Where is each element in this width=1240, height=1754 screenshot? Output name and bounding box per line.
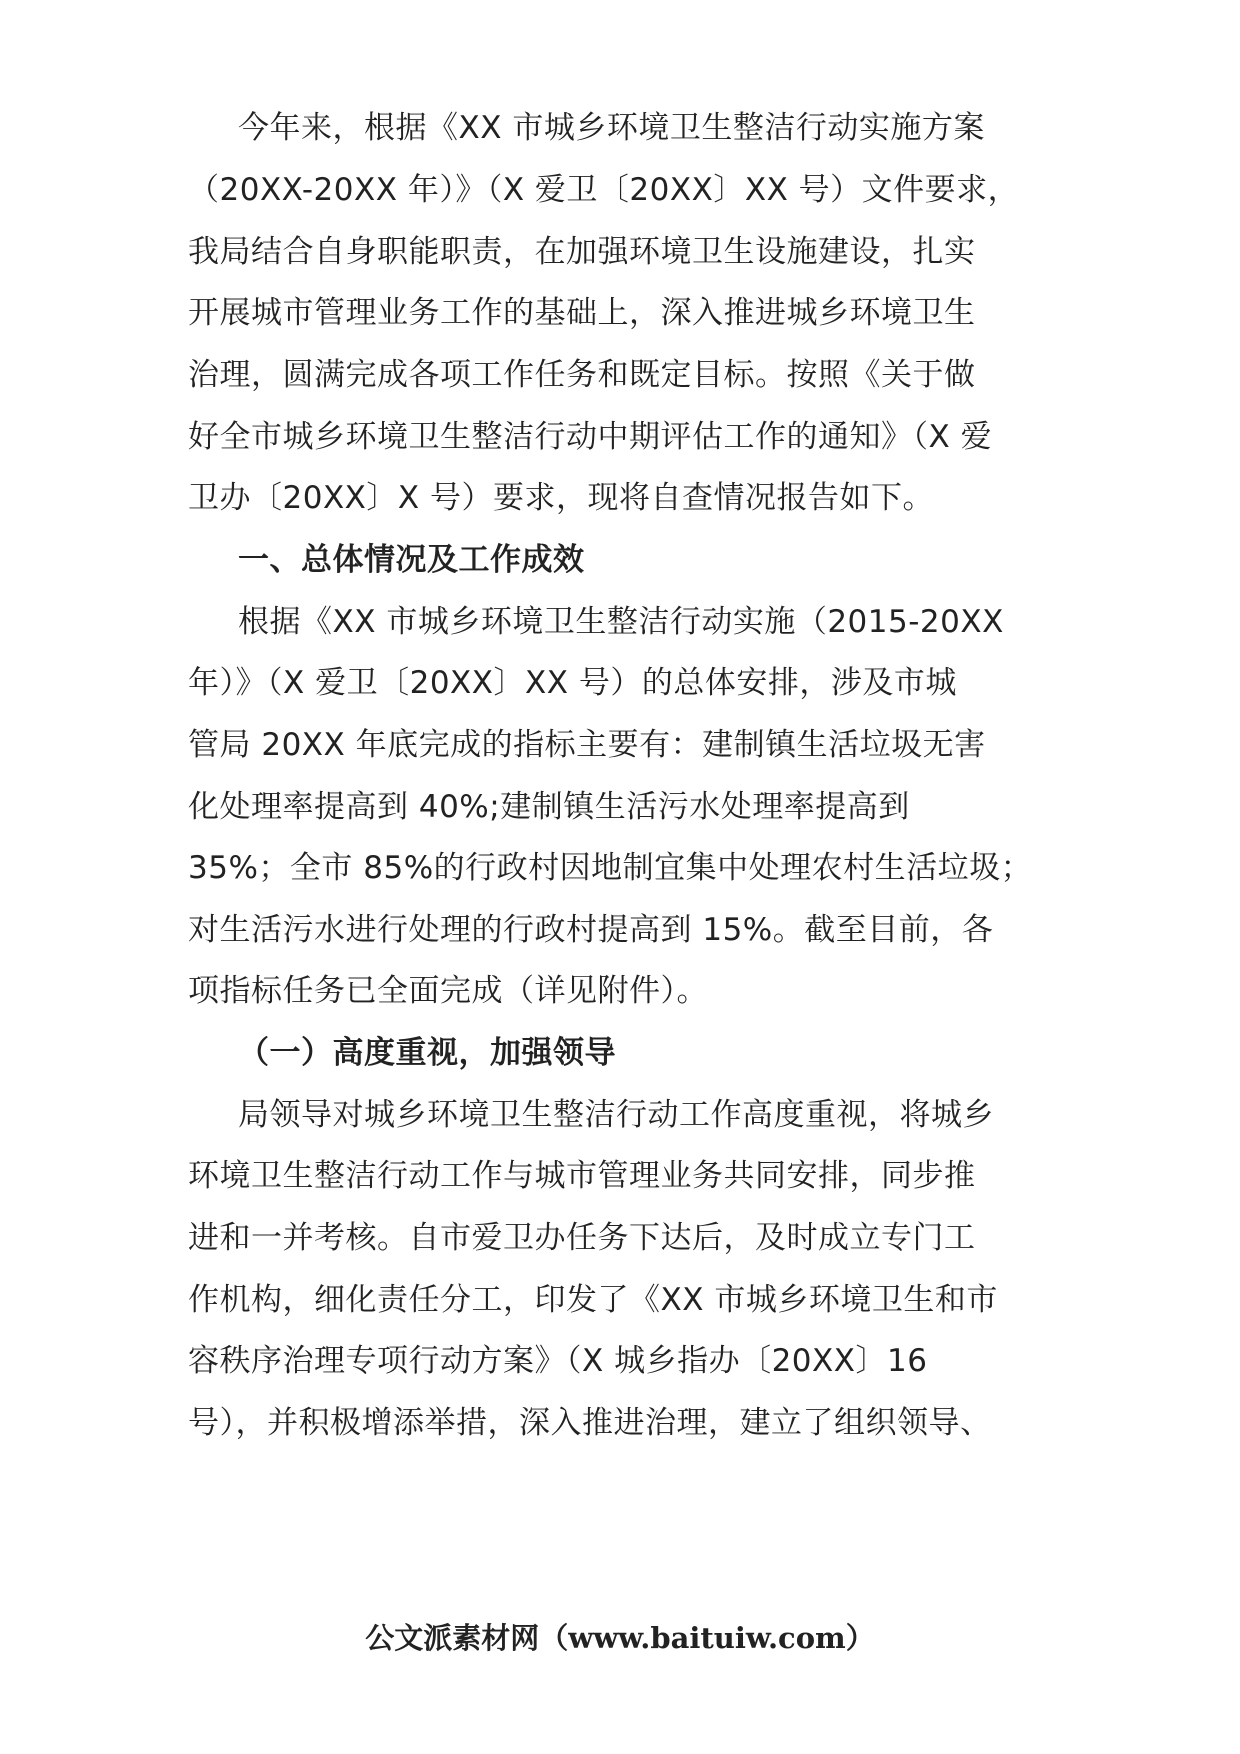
paragraph-2-line-1: 根据《XX 市城乡环境卫生整洁行动实施（2015-20XX [238, 604, 1004, 640]
paragraph-1-line-4: 开展城市管理业务工作的基础上，深入推进城乡环境卫生 [188, 295, 976, 331]
paragraph-1-line-3: 我局结合自身职能职责，在加强环境卫生设施建设，扎实 [188, 234, 976, 270]
paragraph-2-line-3: 管局 20XX 年底完成的指标主要有：建制镇生活垃圾无害 [188, 727, 986, 763]
paragraph-1-line-1: 今年来，根据《XX 市城乡环境卫生整洁行动实施方案 [238, 110, 985, 146]
paragraph-1-line-2: （20XX-20XX 年）》（X 爱卫〔20XX〕XX 号）文件要求， [188, 172, 1020, 208]
paragraph-1-line-5: 治理，圆满完成各项工作任务和既定目标。按照《关于做 [188, 357, 976, 393]
paragraph-1-line-6: 好全市城乡环境卫生整洁行动中期评估工作的通知》（X 爱 [188, 419, 993, 455]
paragraph-2-line-7: 项指标任务已全面完成（详见附件）。 [188, 973, 708, 1009]
paragraph-2-line-4: 化处理率提高到 40%;建制镇生活污水处理率提高到 [188, 789, 910, 825]
paragraph-1-line-7: 卫办〔20XX〕X 号）要求，现将自查情况报告如下。 [188, 480, 935, 516]
paragraph-2-line-5: 35%；全市 85%的行政村因地制宜集中处理农村生活垃圾； [188, 850, 1033, 886]
footer-watermark: 公文派素材网（www.baituiw.com） [365, 1621, 875, 1655]
paragraph-3-line-3: 进和一并考核。自市爱卫办任务下达后，及时成立专门工 [188, 1220, 976, 1256]
paragraph-3-line-6: 号），并积极增添举措，深入推进治理，建立了组织领导、 [188, 1405, 992, 1441]
subsection-heading-1: （一）高度重视，加强领导 [238, 1035, 616, 1071]
paragraph-2-line-6: 对生活污水进行处理的行政村提高到 15%。截至目前，各 [188, 912, 994, 948]
paragraph-3-line-2: 环境卫生整洁行动工作与城市管理业务共同安排，同步推 [188, 1158, 976, 1194]
paragraph-3-line-5: 容秩序治理专项行动方案》（X 城乡指办〔20XX〕16 [188, 1343, 928, 1379]
section-heading-1: 一、总体情况及工作成效 [238, 542, 585, 578]
paragraph-3-line-1: 局领导对城乡环境卫生整洁行动工作高度重视，将城乡 [238, 1097, 994, 1133]
paragraph-3-line-4: 作机构，细化责任分工，印发了《XX 市城乡环境卫生和市 [188, 1282, 998, 1318]
paragraph-2-line-2: 年）》（X 爱卫〔20XX〕XX 号）的总体安排，涉及市城 [188, 665, 957, 701]
